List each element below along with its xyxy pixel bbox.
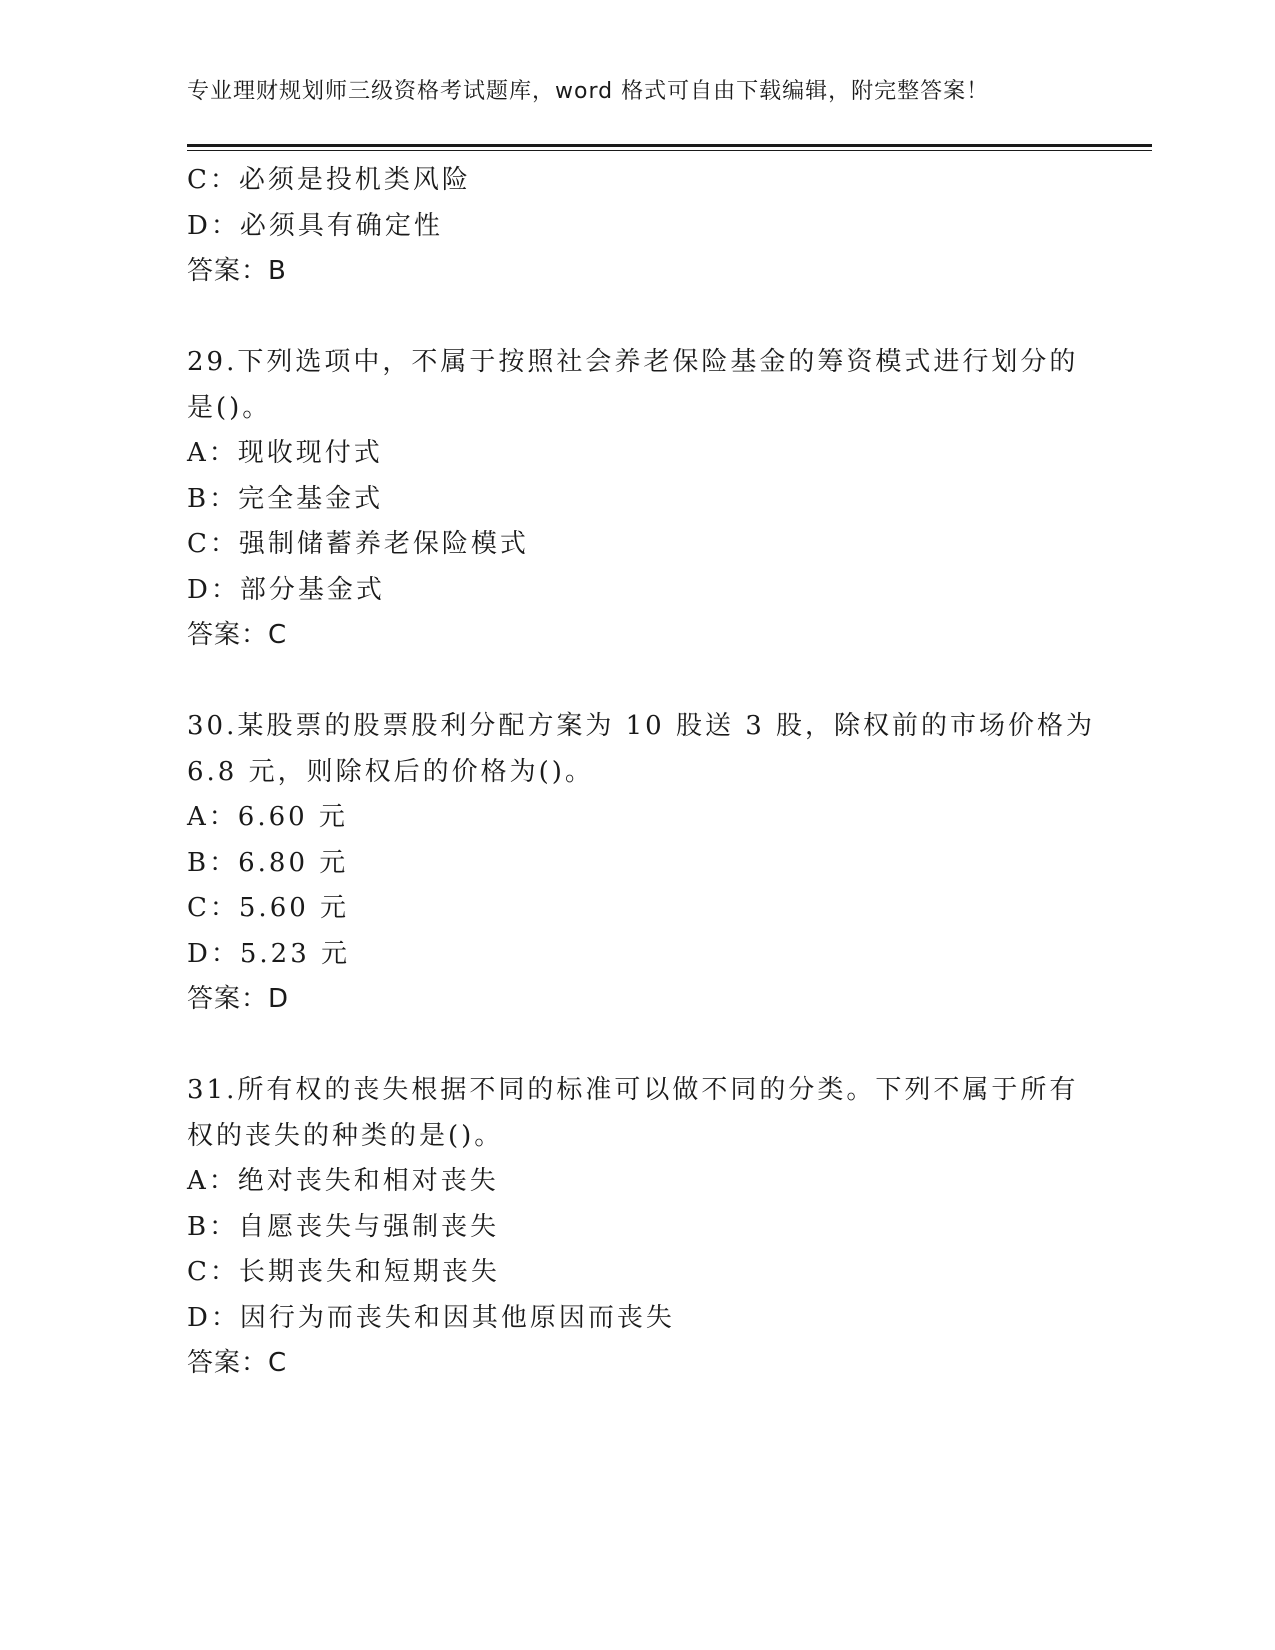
option-c: C：长期丧失和短期丧失 — [187, 1257, 500, 1287]
spacer — [187, 659, 1087, 705]
option-a: A：绝对丧失和相对丧失 — [187, 1166, 499, 1196]
header-rule-thin — [187, 150, 1152, 151]
answer-line: 答案：C — [187, 1348, 288, 1378]
page-header: 专业理财规划师三级资格考试题库，word 格式可自由下载编辑，附完整答案！ — [187, 79, 990, 104]
question-stem-line: 6.8 元，则除权后的价格为()。 — [187, 756, 594, 787]
option-c: C：必须是投机类风险 — [187, 165, 471, 195]
question-stem-line: 29.下列选项中，不属于按照社会养老保险基金的筹资模式进行划分的 — [187, 347, 1079, 377]
question-30 — [187, 704, 1096, 1023]
question-content — [187, 158, 1096, 1387]
option-a: A：6.60 元 — [187, 802, 348, 832]
question-stem-line: 31.所有权的丧失根据不同的标准可以做不同的分类。下列不属于所有 — [187, 1075, 1079, 1105]
answer-line: 答案：C — [187, 620, 288, 650]
question-stem-line: 30.某股票的股票股利分配方案为 10 股送 3 股，除权前的市场价格为 — [187, 711, 1096, 741]
option-d: D：5.23 元 — [187, 938, 351, 969]
option-d: D：必须具有确定性 — [187, 210, 443, 241]
question-29 — [187, 340, 1087, 659]
option-b: B：自愿丧失与强制丧失 — [187, 1211, 500, 1242]
option-b: B：完全基金式 — [187, 483, 384, 514]
question-stem-line: 权的丧失的种类的是()。 — [187, 1120, 504, 1151]
carryover-block — [187, 158, 1087, 295]
spacer — [187, 295, 1087, 341]
answer-line: 答案：D — [187, 984, 290, 1014]
spacer — [187, 1023, 1087, 1069]
question-31 — [187, 1068, 1087, 1387]
option-a: A：现收现付式 — [187, 438, 383, 468]
option-c: C：5.60 元 — [187, 893, 350, 923]
option-c: C：强制储蓄养老保险模式 — [187, 529, 529, 559]
option-d: D：因行为而丧失和因其他原因而丧失 — [187, 1302, 675, 1333]
answer-line: 答案：B — [187, 256, 287, 286]
header-rule-thick — [187, 144, 1152, 147]
option-d: D：部分基金式 — [187, 574, 385, 605]
question-stem-line: 是()。 — [187, 392, 272, 423]
option-b: B：6.80 元 — [187, 847, 349, 878]
